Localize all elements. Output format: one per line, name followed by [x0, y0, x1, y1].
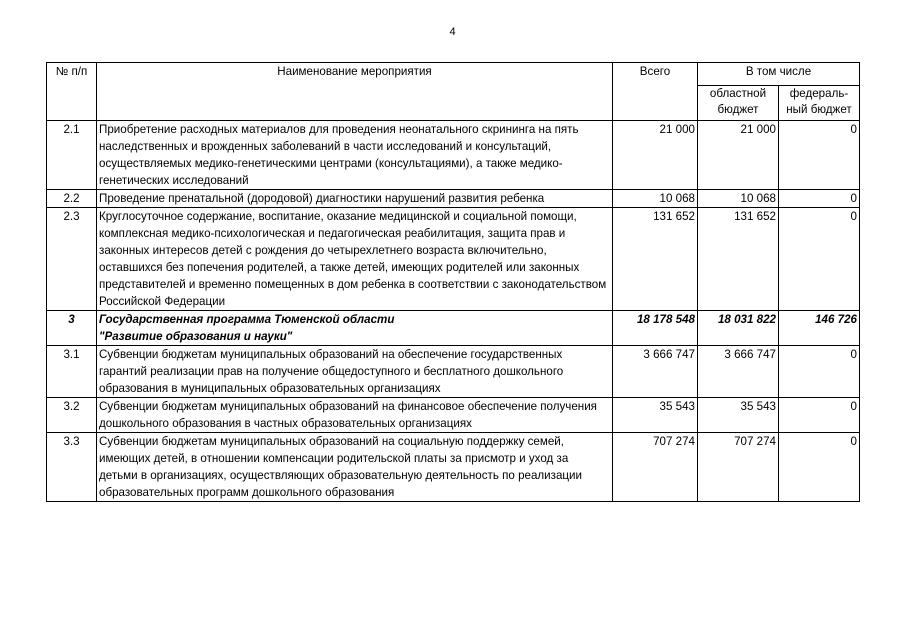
row-num: 2.1 [47, 121, 97, 190]
row-num: 2.2 [47, 190, 97, 208]
row-federal: 0 [779, 208, 860, 311]
row-name: Субвенции бюджетам муниципальных образований на социальную поддержку семей, имеющих детей, в отношении компенсации родительской платы за присмотр и уход за детьми в организациях, осуществляющих образовательную деятельность по реализации образовательных программ дошкольного образования [97, 433, 613, 502]
row-name: Приобретение расходных материалов для проведения неонатального скрининга на пять наследственных и врожденных заболеваний в части исследований и консультаций, осуществляемых медико-генетическими центрами (консультациями), а также медико-генетических исследований [97, 121, 613, 190]
table-row [47, 121, 860, 190]
row-num: 2.3 [47, 208, 97, 311]
row-regional: 707 274 [698, 433, 779, 502]
row-regional: 18 031 822 [698, 311, 779, 346]
header-regional: областной бюджет [698, 86, 779, 121]
table-row [47, 398, 860, 433]
program-name-line-1: Государственная программа Тюменской области [99, 313, 395, 326]
row-total: 10 068 [613, 190, 698, 208]
row-federal: 0 [779, 346, 860, 398]
table-header-row [47, 63, 860, 86]
row-name: Круглосуточное содержание, воспитание, оказание медицинской и социальной помощи, комплексная медико-психологическая и педагогическая реабилитация, защита прав и законных интересов детей с рождения до четырехлетнего возраста включительно, оставшихся без попечения родителей, а также детей, имеющих родителей или законных представителей и временно помещенных в дом ребенка в соответствии с законодательством Российской Федерации [97, 208, 613, 311]
header-federal: федераль-ный бюджет [779, 86, 860, 121]
table-row [47, 208, 860, 311]
program-name [97, 311, 613, 346]
header-total: Всего [613, 63, 698, 121]
row-federal: 0 [779, 398, 860, 433]
header-num: № п/п [47, 63, 97, 121]
row-regional: 21 000 [698, 121, 779, 190]
row-name: Субвенции бюджетам муниципальных образований на обеспечение государственных гарантий реализации прав на получение общедоступного и бесплатного дошкольного образования в муниципальных образовательных организациях [97, 346, 613, 398]
row-num: 3.1 [47, 346, 97, 398]
row-regional: 35 543 [698, 398, 779, 433]
row-federal: 0 [779, 121, 860, 190]
row-total: 707 274 [613, 433, 698, 502]
program-name-line-2: "Развитие образования и науки" [99, 330, 293, 343]
row-total: 18 178 548 [613, 311, 698, 346]
row-federal: 146 726 [779, 311, 860, 346]
budget-table [46, 62, 860, 502]
header-including: В том числе [698, 63, 860, 86]
table-row [47, 346, 860, 398]
row-name: Субвенции бюджетам муниципальных образований на финансовое обеспечение получения дошкольного образования в частных образовательных организациях [97, 398, 613, 433]
row-name: Проведение пренатальной (дородовой) диагностики нарушений развития ребенка [97, 190, 613, 208]
row-total: 131 652 [613, 208, 698, 311]
row-total: 3 666 747 [613, 346, 698, 398]
row-total: 35 543 [613, 398, 698, 433]
row-num: 3.2 [47, 398, 97, 433]
row-num: 3 [47, 311, 97, 346]
table-row [47, 433, 860, 502]
table-row [47, 190, 860, 208]
row-total: 21 000 [613, 121, 698, 190]
row-regional: 3 666 747 [698, 346, 779, 398]
program-row [47, 311, 860, 346]
row-federal: 0 [779, 190, 860, 208]
row-regional: 10 068 [698, 190, 779, 208]
row-num: 3.3 [47, 433, 97, 502]
row-regional: 131 652 [698, 208, 779, 311]
row-federal: 0 [779, 433, 860, 502]
header-name: Наименование мероприятия [97, 63, 613, 121]
page-number: 4 [449, 26, 456, 38]
